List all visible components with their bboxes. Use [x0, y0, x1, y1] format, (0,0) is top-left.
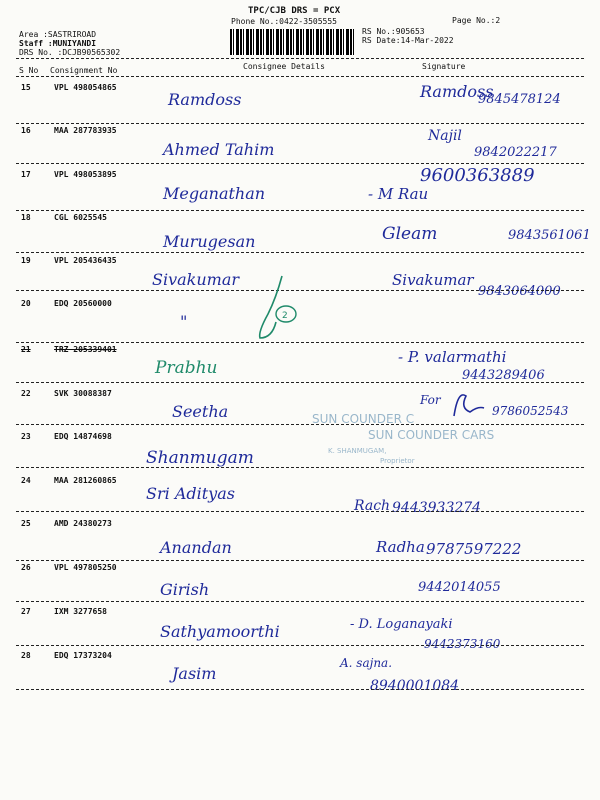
row-divider	[16, 382, 584, 383]
signature-text: - D. Loganayaki	[350, 617, 453, 632]
consignment-number: AMD 24380273	[54, 519, 112, 528]
consignee-name: Seetha	[172, 402, 229, 421]
rs-date: RS Date:14-Mar-2022	[362, 36, 454, 45]
consignment-number: VPL 498054865	[54, 83, 117, 92]
row-sno: 17	[21, 170, 31, 179]
row-sno: 18	[21, 213, 31, 222]
consignment-number: IXM 3277658	[54, 607, 107, 616]
signature-phone: 9843064000	[478, 284, 561, 299]
stamp-line-4: Proprietor	[380, 457, 415, 465]
row-sno: 23	[21, 432, 31, 441]
col-consignee-details: Consignee Details	[243, 62, 325, 71]
row-divider	[16, 163, 584, 164]
consignee-name: Meganathan	[163, 184, 266, 203]
signature-phone: 9600363889	[420, 165, 535, 186]
row-divider	[16, 210, 584, 211]
signature-phone: 9442014055	[418, 580, 501, 595]
signature-phone: 9443933274	[392, 500, 482, 516]
row-divider	[16, 689, 584, 690]
row-sno: 15	[21, 83, 31, 92]
signature-text: Sivakumar	[392, 271, 474, 289]
signature-text: Ramdoss	[420, 82, 494, 101]
staff-label: Staff :MUNIYANDI	[19, 39, 97, 48]
ditto-mark-scribble	[248, 268, 308, 344]
consignment-number: CGL 6025545	[54, 213, 107, 222]
row-sno: 16	[21, 126, 31, 135]
barcode	[230, 29, 354, 55]
signature-phone: 9842022217	[474, 145, 557, 160]
area-label: Area :SASTRIROAD	[19, 30, 97, 39]
signature-phone: 8940001084	[370, 678, 460, 694]
columns-divider	[16, 76, 584, 77]
col-signature: Signature	[422, 62, 466, 71]
consignee-name: Anandan	[160, 538, 232, 557]
signature-text: Rach	[354, 498, 391, 514]
drs-number: DRS No. :DCJB90565302	[19, 48, 121, 57]
signature-text: Gleam	[382, 224, 438, 244]
row-divider	[16, 601, 584, 602]
consignment-number: VPL 498053895	[54, 170, 117, 179]
svg-text:2: 2	[282, 311, 288, 321]
phone-number: Phone No.:0422-3505555	[231, 17, 337, 26]
consignee-name: Ramdoss	[168, 90, 242, 109]
consignment-number: MAA 287783935	[54, 126, 117, 135]
row-sno: 28	[21, 651, 31, 660]
row-sno: 21	[21, 345, 31, 354]
row-divider	[16, 252, 584, 253]
row-sno: 25	[21, 519, 31, 528]
signature-text: Radha	[376, 538, 425, 556]
row-divider	[16, 467, 584, 468]
row-divider	[16, 511, 584, 512]
signature-phone: 9843561061	[508, 228, 591, 243]
rs-number: RS No.:905653	[362, 27, 425, 36]
consignee-name: Ahmed Tahim	[163, 140, 275, 159]
row-sno: 20	[21, 299, 31, 308]
row-divider	[16, 123, 584, 124]
consignee-name: Murugesan	[163, 232, 256, 251]
consignee-name: Sri Adityas	[146, 484, 235, 503]
consignee-name: "	[180, 312, 188, 331]
row-sno: 27	[21, 607, 31, 616]
signature-text: For	[420, 393, 441, 407]
signature-phone: 9443289406	[462, 368, 545, 383]
col-sno: S No	[19, 66, 39, 75]
consignee-name: Prabhu	[155, 358, 218, 378]
stamp-line-1: SUN COUNDER C	[312, 412, 415, 426]
row-sno: 19	[21, 256, 31, 265]
consignment-number: EDQ 14874698	[54, 432, 112, 441]
row-divider	[16, 342, 584, 343]
signature-phone: 9845478124	[478, 92, 561, 107]
signature-phone: 9442373160	[424, 637, 501, 651]
consignment-number: VPL 205436435	[54, 256, 117, 265]
signature-text: - M Rau	[368, 185, 429, 203]
signature-phone: 9787597222	[426, 540, 522, 558]
row-divider	[16, 645, 584, 646]
row-divider	[16, 560, 584, 561]
consignee-name: Jasim	[172, 664, 217, 683]
signature-text: Najil	[428, 128, 462, 144]
stamp-line-2: SUN COUNDER CARS	[368, 428, 495, 442]
consignee-name: Sathyamoorthi	[160, 622, 280, 641]
shop-stamp	[312, 412, 552, 472]
signature-phone: 9786052543	[492, 404, 569, 418]
consignment-number: MAA 281260865	[54, 476, 117, 485]
consignee-name: Sivakumar	[152, 270, 240, 289]
consignee-name: Girish	[160, 580, 210, 599]
col-consignment: Consignment No	[50, 66, 118, 75]
signature-text: A. sajna.	[340, 656, 393, 670]
row-sno: 22	[21, 389, 31, 398]
signature-text: - P. valarmathi	[398, 348, 507, 366]
header-divider	[16, 58, 584, 59]
consignment-number: EDQ 17373204	[54, 651, 112, 660]
consignment-number: SVK 30088387	[54, 389, 112, 398]
consignment-number: EDQ 20560000	[54, 299, 112, 308]
row-sno: 26	[21, 563, 31, 572]
consignment-number: VPL 497805250	[54, 563, 117, 572]
sheet-title: TPC/CJB DRS = PCX	[248, 6, 341, 16]
stamp-line-3: K. SHANMUGAM,	[328, 447, 387, 455]
consignee-name: Shanmugam	[146, 448, 254, 468]
row-sno: 24	[21, 476, 31, 485]
page-number: Page No.:2	[452, 16, 501, 25]
consignment-number: TRZ 205339401	[54, 345, 117, 354]
